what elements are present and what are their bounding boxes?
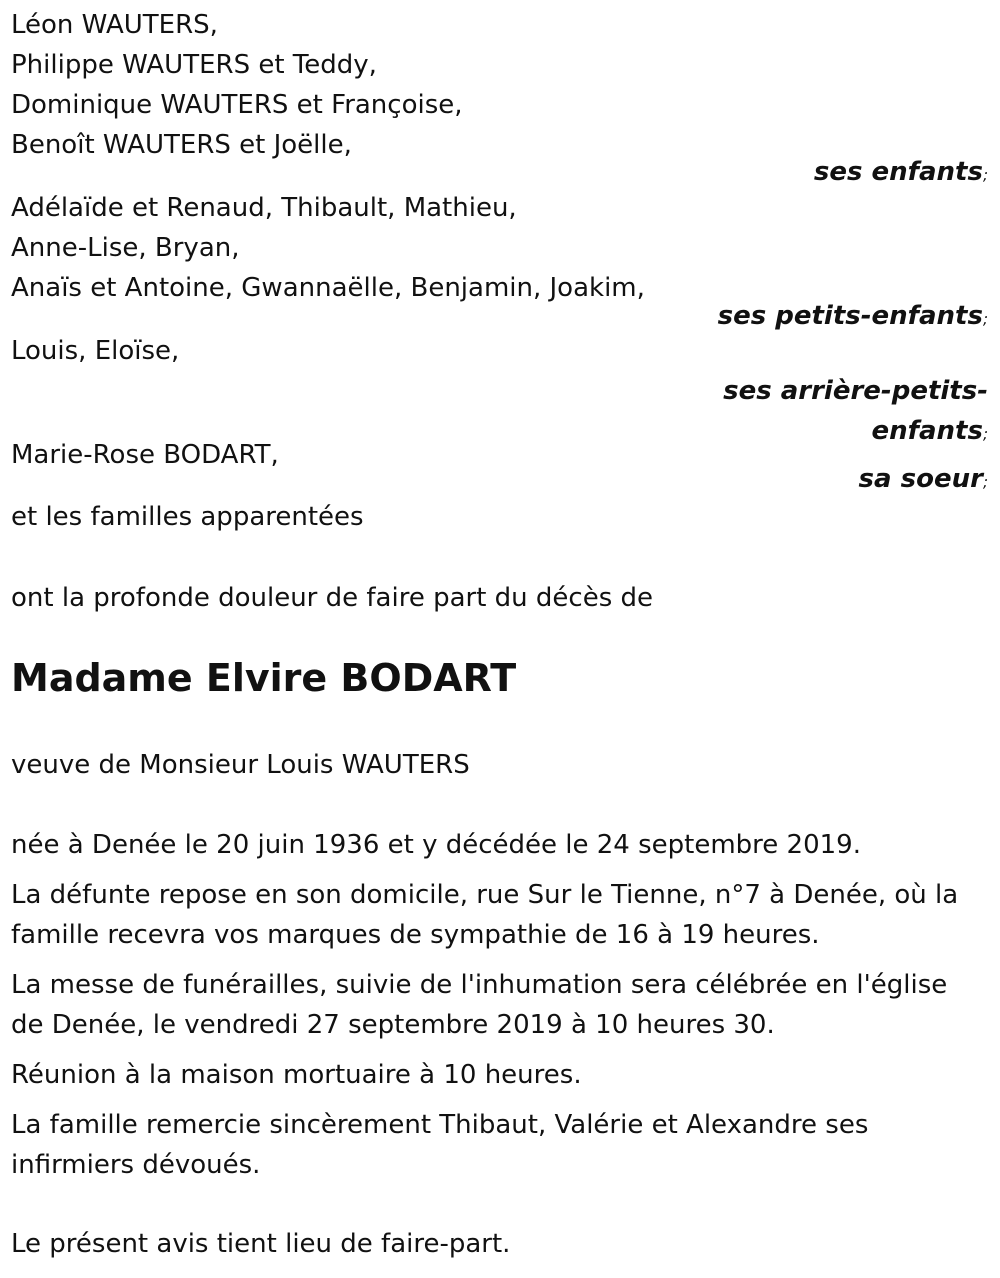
announcement-intro: ont la profonde douleur de faire part du décès de	[11, 583, 654, 613]
family-member-line: Benoît WAUTERS et Joëlle,	[11, 130, 352, 160]
paragraph-meeting: Réunion à la maison mortuaire à 10 heures.	[11, 1060, 582, 1090]
widow-of: veuve de Monsieur Louis WAUTERS	[11, 750, 470, 780]
relationship-punct: ;	[982, 166, 988, 184]
family-member-line: Philippe WAUTERS et Teddy,	[11, 50, 377, 80]
paragraph-thanks: La famille remercie sincèrement Thibaut, Valérie et Alexandre ses infirmiers dévoués.	[11, 1110, 869, 1180]
relationship-label-text: sa soeur	[858, 464, 983, 494]
relationship-punct: ;	[982, 425, 988, 443]
relationship-punct: ;	[982, 473, 988, 491]
grandchildren-group	[11, 188, 990, 339]
children-group	[11, 5, 990, 195]
related-families: et les familles apparentées	[11, 502, 364, 532]
paragraph-birth-death: née à Denée le 20 juin 1936 et y décédée le 24 septembre 2019.	[11, 830, 861, 860]
notice-body	[11, 825, 986, 1195]
relationship-label-text: ses enfants	[813, 157, 983, 187]
family-member-line: Marie-Rose BODART,	[11, 440, 279, 470]
relationship-punct: ;	[982, 310, 988, 328]
relationship-label-text: enfants	[871, 416, 983, 446]
family-member-line: Anaïs et Antoine, Gwannaëlle, Benjamin, Joakim,	[11, 273, 645, 303]
family-member-line: Adélaïde et Renaud, Thibault, Mathieu,	[11, 193, 517, 223]
family-member-line: Dominique WAUTERS et Françoise,	[11, 90, 463, 120]
relationship-label-text: ses petits-enfants	[717, 301, 983, 331]
family-member-line: Anne-Lise, Bryan,	[11, 233, 240, 263]
paragraph-viewing: La défunte repose en son domicile, rue Sur le Tienne, n°7 à Denée, où la famille recevra vos marques de sympathie de 16 à 19 heures.	[11, 880, 959, 950]
sister-group	[11, 435, 990, 502]
family-member-line: Louis, Eloïse,	[11, 336, 180, 366]
paragraph-funeral: La messe de funérailles, suivie de l'inhumation sera célébrée en l'église de Denée, le vendredi 27 septembre 2019 à 10 heures 30.	[11, 970, 948, 1040]
family-member-line: Léon WAUTERS,	[11, 10, 218, 40]
relationship-label	[11, 371, 990, 411]
closing-note: Le présent avis tient lieu de faire-part.	[11, 1229, 511, 1259]
deceased-name: Madame Elvire BODART	[11, 656, 517, 700]
relationship-label-text: ses arrière-petits-	[723, 376, 988, 406]
